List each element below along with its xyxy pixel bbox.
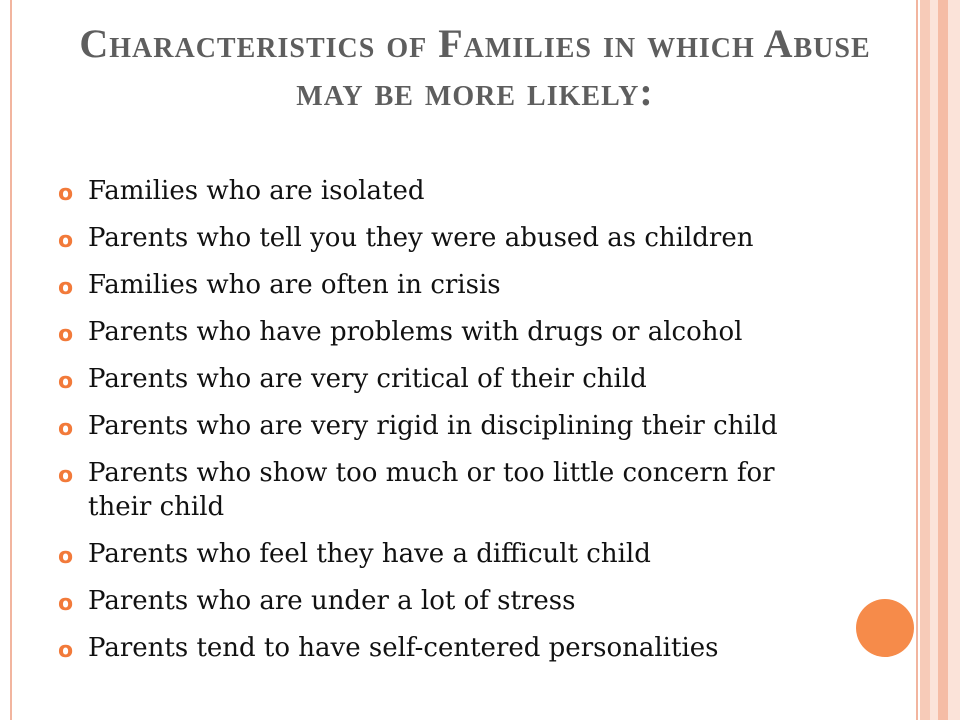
circle-bullet-icon: o xyxy=(58,322,74,347)
bullet-text: Parents who have problems with drugs or alcohol xyxy=(88,317,743,347)
circle-bullet-icon: o xyxy=(58,228,74,253)
slide-title: Characteristics of Families in which Abuse may be more likely: xyxy=(79,21,871,114)
list-item xyxy=(56,315,846,349)
bullet-text: Parents who are under a lot of stress xyxy=(88,586,576,616)
bullet-text: Parents who are very rigid in disciplining their child xyxy=(88,411,778,441)
circle-bullet-icon: o xyxy=(58,544,74,569)
list-item xyxy=(56,456,846,524)
list-item xyxy=(56,268,846,302)
list-item xyxy=(56,174,846,208)
circle-bullet-icon: o xyxy=(58,591,74,616)
bullet-text: Families who are isolated xyxy=(88,176,425,206)
circle-bullet-icon: o xyxy=(58,369,74,394)
list-item xyxy=(56,362,846,396)
bullet-text: Parents who feel they have a difficult child xyxy=(88,539,651,569)
circle-bullet-icon: o xyxy=(58,416,74,441)
decorative-stripes xyxy=(918,0,960,720)
bullet-list xyxy=(56,174,846,678)
bullet-text: Parents who tell you they were abused as children xyxy=(88,223,754,253)
list-item xyxy=(56,409,846,443)
circle-bullet-icon: o xyxy=(58,463,74,488)
circle-bullet-icon: o xyxy=(58,181,74,206)
decorative-orange-circle xyxy=(856,599,914,657)
list-item xyxy=(56,584,846,618)
list-item xyxy=(56,631,846,665)
circle-bullet-icon: o xyxy=(58,638,74,663)
list-item xyxy=(56,221,846,255)
bullet-text: Parents who are very critical of their child xyxy=(88,364,647,394)
bullet-text: Parents tend to have self-centered personalities xyxy=(88,633,719,663)
bullet-text: Parents who show too much or too little concern for their child xyxy=(88,458,775,522)
bullet-text: Families who are often in crisis xyxy=(88,270,501,300)
circle-bullet-icon: o xyxy=(58,275,74,300)
list-item xyxy=(56,537,846,571)
